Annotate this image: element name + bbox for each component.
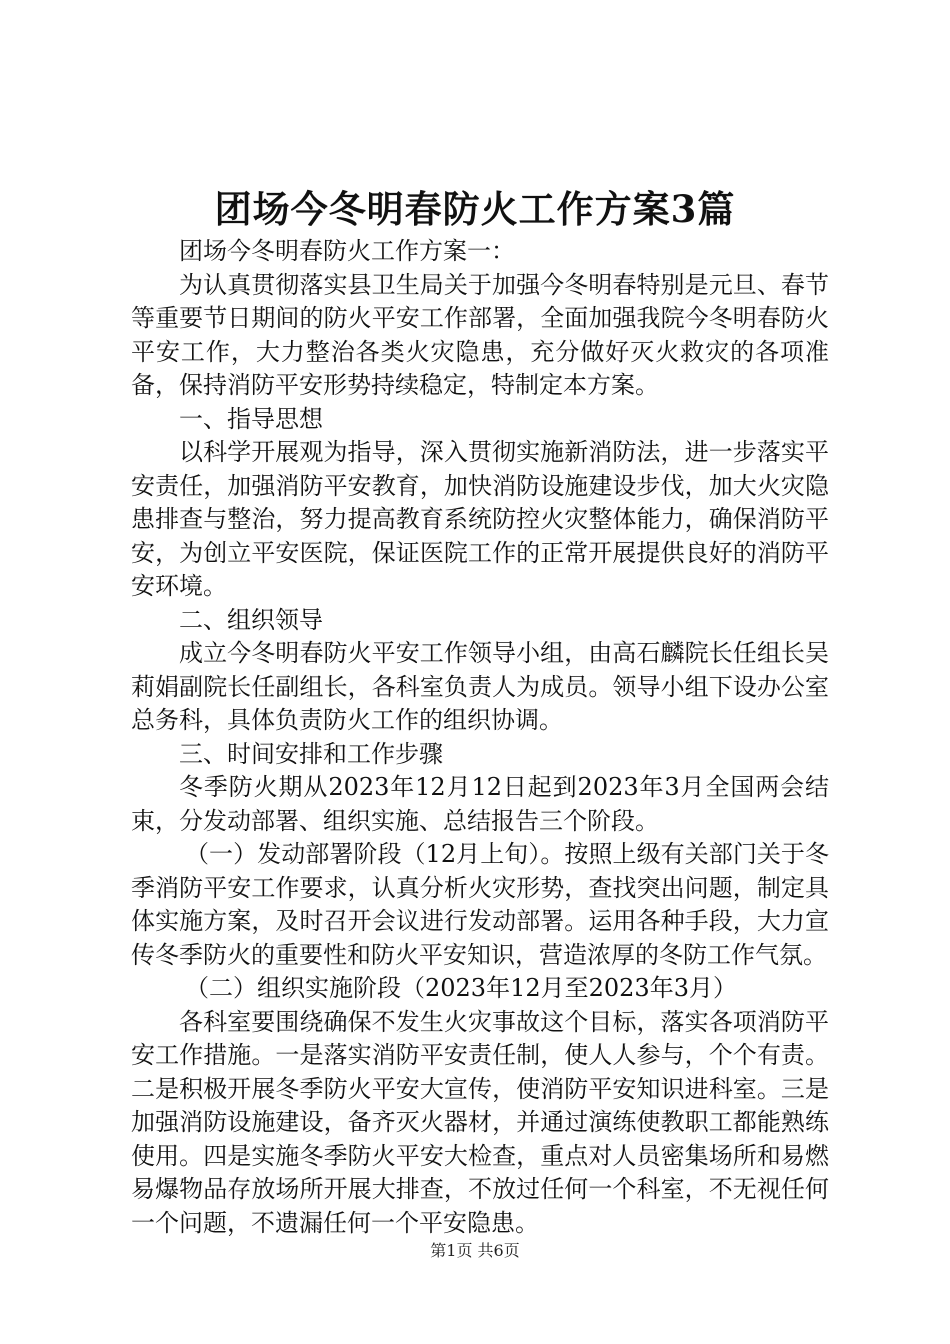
paragraph-phase-two: 各科室要围绕确保不发生火灾事故这个目标，落实各项消防平安工作措施。一是落实消防平安责任制，使人人参与，个个有责。二是积极开展冬季防火平安大宣传，使消防平安知识进科室。三是加强消防设施建设，备齐灭火器材，并通过演练使教职工都能熟练使用。四是实施冬季防火平安大检查，重点对人员密集场所和易燃易爆物品存放场所开展大排查，不放过任何一个科室，不无视任何一个问题，不遗漏任何一个平安隐患。 bbox=[131, 1007, 829, 1237]
paragraph-schedule: 冬季防火期从2023年12月12日起到2023年3月全国两会结束，分发动部署、组织实施、总结报告三个阶段。 bbox=[131, 773, 829, 835]
section-heading-organization: 二、组织领导 bbox=[179, 605, 323, 634]
document-title: 团场今冬明春防火工作方案3篇 bbox=[214, 187, 736, 231]
paragraph-intro: 为认真贯彻落实县卫生局关于加强今冬明春特别是元旦、春节等重要节日期间的防火平安工作部署，全面加强我院今冬明春防火平安工作，大力整治各类火灾隐患，充分做好灭火救灾的各项准备，保持消防平安形势持续稳定，特制定本方案。 bbox=[131, 270, 829, 399]
section-heading-schedule: 三、时间安排和工作步骤 bbox=[179, 739, 443, 768]
page-number-footer: 第1页 共6页 bbox=[430, 1241, 520, 1260]
section-heading-guiding-thought: 一、指导思想 bbox=[179, 404, 323, 433]
paragraph-guiding-thought: 以科学开展观为指导，深入贯彻实施新消防法，进一步落实平安责任，加强消防平安教育，加快消防设施建设步伐，加大火灾隐患排查与整治，努力提高教育系统防控火灾整体能力，确保消防平安，为创立平安医院，保证医院工作的正常开展提供良好的消防平安环境。 bbox=[131, 438, 829, 600]
paragraph-organization: 成立今冬明春防火平安工作领导小组，由高石麟院长任组长吴莉娟副院长任副组长，各科室负责人为成员。领导小组下设办公室总务科，具体负责防火工作的组织协调。 bbox=[131, 639, 829, 734]
document-body bbox=[131, 235, 829, 1240]
subheading-phase-two: （二）组织实施阶段（2023年12月至2023年3月） bbox=[185, 974, 737, 1002]
paragraph-phase-one: （一）发动部署阶段（12月上旬）。按照上级有关部门关于冬季消防平安工作要求，认真分析火灾形势，查找突出问题，制定具体实施方案，及时召开会议进行发动部署。运用各种手段，大力宣传冬季防火的重要性和防火平安知识，营造浓厚的冬防工作气氛。 bbox=[131, 840, 829, 969]
paragraph-plan-heading: 团场今冬明春防火工作方案一： bbox=[179, 237, 515, 265]
